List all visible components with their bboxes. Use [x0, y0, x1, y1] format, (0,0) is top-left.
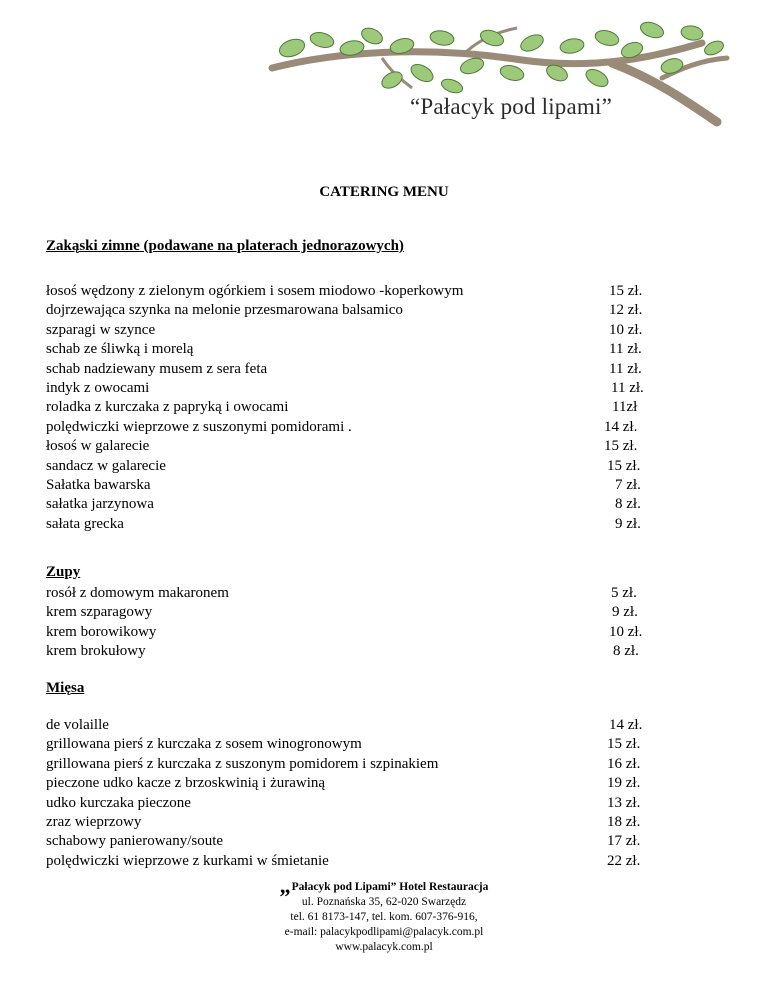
item-name: sałatka jarzynowa	[46, 496, 154, 513]
footer-email: e-mail: palacykpodlipami@palacyk.com.pl	[284, 926, 484, 938]
item-price: 11 zł.	[609, 341, 642, 358]
list-item	[46, 398, 646, 417]
soups-list	[46, 584, 646, 662]
item-price: 15 zł.	[604, 438, 638, 455]
item-name: schab nadziewany musem z sera feta	[46, 360, 268, 377]
footer-phone: tel. 61 8173-147, tel. kom. 607-376-916,	[290, 911, 478, 923]
item-price: 15 zł.	[607, 457, 641, 474]
list-item	[46, 623, 646, 642]
item-price: 10 zł.	[609, 623, 643, 640]
page-title: CATERING MENU	[319, 184, 449, 200]
item-name: sałata grecka	[46, 515, 124, 532]
item-price: 12 zł.	[609, 302, 643, 319]
list-item	[46, 476, 646, 495]
item-price: 11zł	[612, 399, 638, 416]
item-name: schabowy panierowany/soute	[46, 833, 224, 850]
list-item	[46, 813, 646, 832]
item-price: 19 zł.	[607, 775, 641, 792]
item-name: indyk z owocami	[46, 379, 150, 396]
item-name: łosoś wędzony z zielonym ogórkiem i sosem miodowo -koperkowym	[46, 283, 464, 299]
item-price: 9 zł.	[612, 604, 638, 621]
item-price: 5 zł.	[611, 585, 637, 601]
item-name: grillowana pierś z kurczaka z sosem winogronowym	[46, 736, 362, 753]
item-name: krem borowikowy	[46, 623, 157, 640]
meats-list	[46, 716, 646, 871]
item-price: 11 zł.	[609, 360, 642, 377]
list-item	[46, 379, 646, 398]
item-price: 14 zł.	[609, 717, 643, 733]
item-name: zraz wieprzowy	[46, 813, 142, 830]
item-price: 22 zł.	[607, 852, 641, 869]
item-price: 8 zł.	[615, 496, 641, 513]
item-name: polędwiczki wieprzowe z suszonymi pomidorami .	[46, 418, 352, 435]
footer-website: www.palacyk.com.pl	[335, 941, 433, 953]
item-name: Sałatka bawarska	[46, 476, 151, 493]
item-name: krem brokułowy	[46, 643, 146, 660]
list-item	[46, 340, 646, 359]
list-item	[46, 755, 646, 774]
footer	[0, 873, 768, 955]
list-item	[46, 321, 646, 340]
list-item	[46, 774, 646, 793]
item-price: 18 zł.	[607, 813, 641, 830]
list-item	[46, 735, 646, 754]
item-name: sandacz w galarecie	[46, 457, 166, 474]
item-price: 13 zł.	[607, 794, 641, 811]
item-price: 7 zł.	[615, 476, 641, 493]
item-price: 15 zł.	[607, 736, 641, 753]
item-name: roladka z kurczaka z papryką i owocami	[46, 399, 289, 416]
item-name: pieczone udko kacze z brzoskwinią i żurawiną	[46, 775, 326, 792]
item-name: szparagi w szynce	[46, 321, 156, 338]
list-item	[46, 584, 646, 603]
list-item	[46, 360, 646, 379]
footer-brand: Pałacyk pod Lipami” Hotel Restauracja	[291, 881, 489, 893]
item-name: schab ze śliwką i morelą	[46, 341, 194, 358]
list-item	[46, 515, 646, 534]
item-price: 10 zł.	[609, 321, 643, 338]
item-price: 16 zł.	[607, 755, 641, 772]
item-price: 8 zł.	[613, 643, 639, 660]
list-item	[46, 852, 646, 871]
logo-text: “Pałacyk pod lipami”	[410, 94, 612, 119]
list-item	[46, 495, 646, 514]
list-item	[46, 832, 646, 851]
item-name: dojrzewająca szynka na melonie przesmarowana balsamico	[46, 302, 403, 319]
list-item	[46, 437, 646, 456]
item-price: 11 zł.	[611, 379, 644, 396]
item-name: udko kurczaka pieczone	[46, 794, 191, 811]
section-heading-soups: Zupy	[46, 564, 81, 580]
cold-starters-list	[46, 282, 646, 534]
item-price: 15 zł.	[609, 283, 643, 299]
list-item	[46, 418, 646, 437]
item-name: łosoś w galarecie	[46, 438, 150, 455]
item-price: 9 zł.	[615, 515, 641, 532]
list-item	[46, 282, 646, 301]
item-price: 17 zł.	[607, 833, 641, 850]
item-name: polędwiczki wieprzowe z kurkami w śmietanie	[46, 852, 329, 869]
list-item	[46, 716, 646, 735]
footer-address: ul. Poznańska 35, 62-020 Swarzędz	[301, 896, 467, 908]
footer-quote-mark: „	[279, 873, 291, 898]
list-item	[46, 603, 646, 622]
item-name: krem szparagowy	[46, 604, 153, 621]
list-item	[46, 457, 646, 476]
item-name: de volaille	[46, 717, 109, 733]
list-item	[46, 301, 646, 320]
item-price: 14 zł.	[604, 418, 638, 435]
section-heading-cold-starters: Zakąski zimne (podawane na platerach jednorazowych)	[46, 238, 404, 254]
item-name: grillowana pierś z kurczaka z suszonym pomidorem i szpinakiem	[46, 755, 439, 772]
list-item	[46, 642, 646, 661]
item-name: rosół z domowym makaronem	[46, 585, 229, 601]
footer-brand-line	[0, 873, 768, 898]
section-heading-meats: Mięsa	[46, 680, 85, 696]
list-item	[46, 794, 646, 813]
